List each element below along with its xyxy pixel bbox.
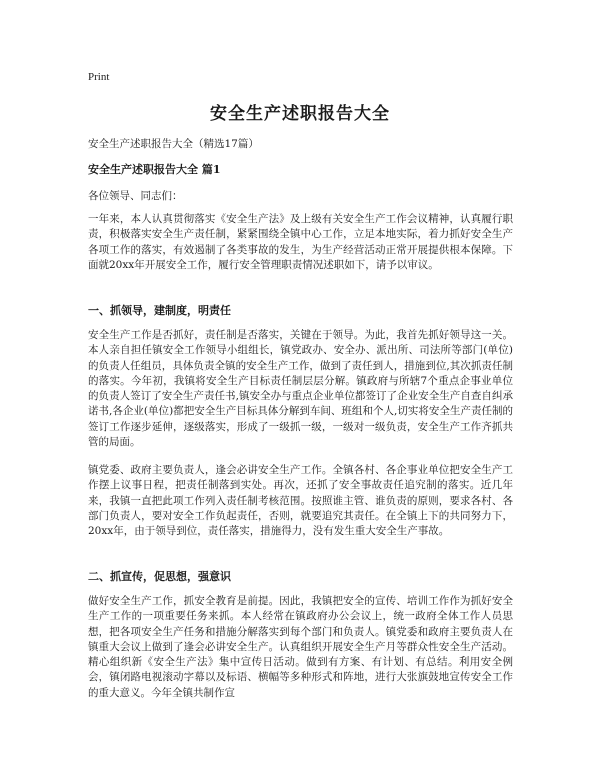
paragraph-intro: 一年来，本人认真贯彻落实《安全生产法》及上级有关安全生产工作会议精神，认真履行职责，积极落实安全生产责任制，紧紧围绕全镇中心工作，立足本地实际，着力抓好安全生产各项工作的落实，有效遏制了各类事故的发生，为生产经营活动正常开展提供根本保障。下面就20xx年开展安全工作，履行安全管理职责情况述职如下，请予以审议。 — [88, 213, 513, 271]
heading-publicity: 二、抓宣传，促思想，强意识 — [88, 570, 231, 583]
greeting: 各位领导、同志们： — [88, 190, 183, 202]
print-label: Print — [88, 71, 110, 83]
paragraph-accountability: 镇党委、政府主要负责人，逢会必讲安全生产工作。全镇各村、各企事业单位把安全生产工作摆上议事日程，把责任制落到实处。再次，还抓了安全事故责任追究制的落实。近几年来，我镇一直把此项工作列入责任制考核范围。按照谁主管、谁负责的原则，要求各村、各部门负责人，要对安全工作负起责任，否则，就要追究其责任。在全镇上下的共同努力下，20xx年，由于领导到位，责任落实，措施得力，没有发生重大安全生产事故。 — [88, 464, 513, 538]
paragraph-publicity: 做好安全生产工作，抓安全教育是前提。因此，我镇把安全的宣传、培训工作作为抓好安全生产工作的一项重要任务来抓。本人经常在镇政府办公会议上，统一政府全体工作人员思想，把各项安全生产任务和措施分解落实到每个部门和负责人。镇党委和政府主要负责人在镇重大会议上做到了逢会必讲安全生产。认真组织开展安全生产月等群众性安全生产活动。精心组织新《安全生产法》集中宣传日活动。做到有方案、有计划、有总结。利用安全例会，镇闭路电视滚动字幕以及标语、横幅等多种形式和阵地，进行大张旗鼓地宣传安全工作的重大意义。今年全镇共制作宣 — [88, 595, 513, 699]
section-title: 安全生产述职报告大全 篇1 — [88, 163, 221, 176]
paragraph-leadership: 安全生产工作是否抓好，责任制是否落实，关键在于领导。为此，我首先抓好领导这一关。本人亲自担任镇安全工作领导小组组长，镇党政办、安全办、派出所、司法所等部门(单位)的负责人任组员，具体负责全镇的安全生产工作，做到了责任到人，措施到位,其次抓责任制的落实。今年初，我镇将安全生产目标责任制层层分解。镇政府与所辖7个重点企事业单位的负责人签订了安全生产责任书,镇安全办与重点企业单位都签订了企业安全生产自查自纠承诺书,各企业(单位)都把安全生产目标具体分解到车间、班组和个人,切实将安全生产责任制的签订工作逐步延伸，逐级落实，形成了一级抓一级，一级对一级负责，安全生产工作齐抓共管的局面。 — [88, 329, 513, 449]
document-subtitle: 安全生产述职报告大全（精选17篇） — [88, 138, 259, 150]
heading-leadership: 一、抓领导，建制度，明责任 — [88, 304, 231, 317]
document-title: 安全生产述职报告大全 — [210, 104, 390, 124]
